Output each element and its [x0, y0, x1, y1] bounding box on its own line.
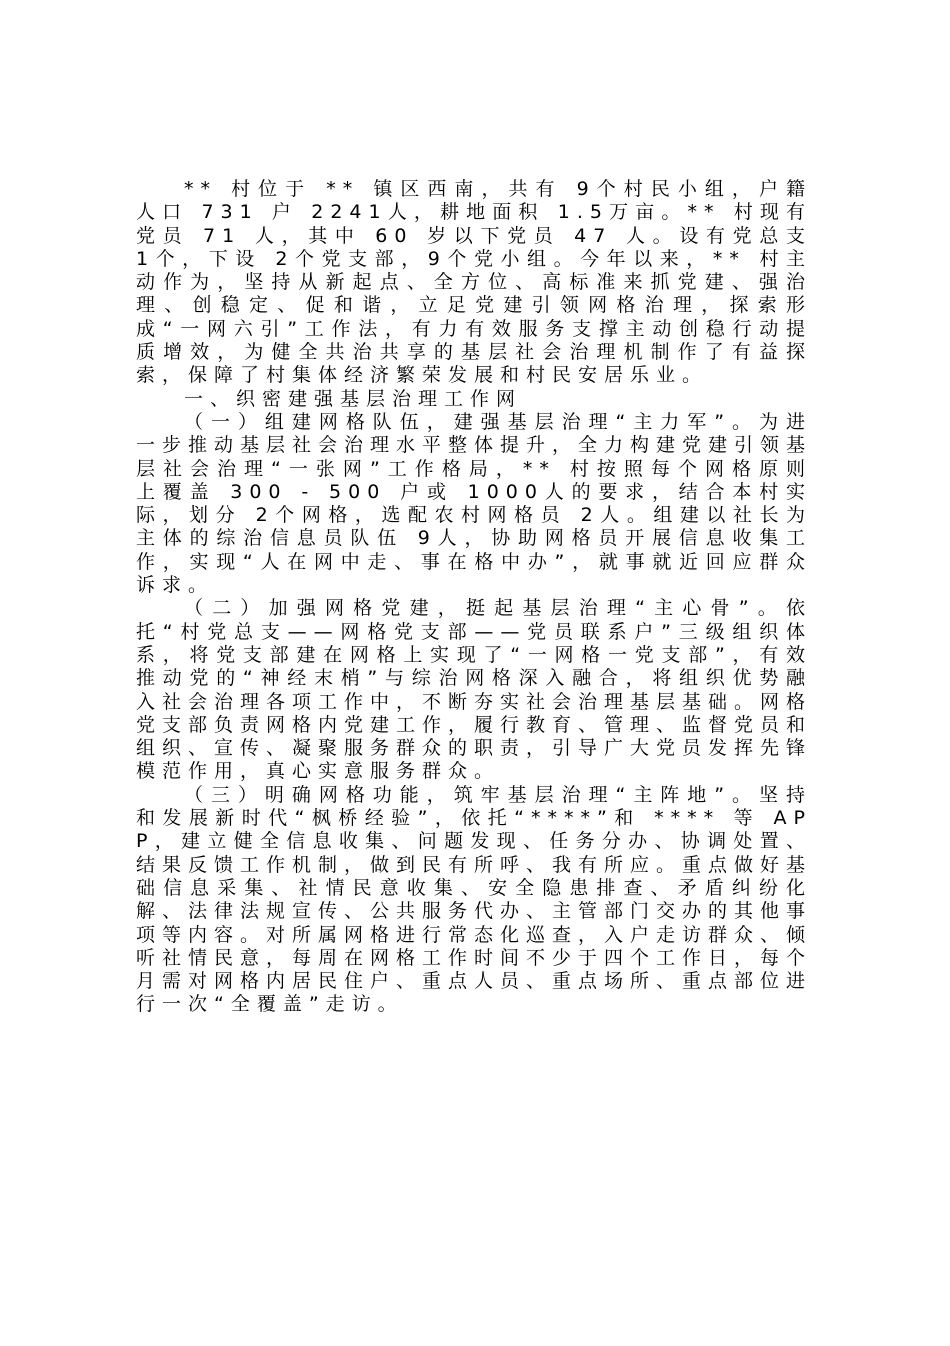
document-body — [136, 178, 812, 1017]
intro-paragraph: ** 村位于 ** 镇区西南，共有 9个村民小组，户籍人口 731 户 2241人，耕地面积 1.5万亩。** 村现有党员 71 人，其中 60 岁以下党员 47 人。设有党总支 1个，下设 2个党支部，9个党小组。今年以来，** 村主动作为，坚持从新起点、全方位、高标准来抓党建、强治理、创稳定、促和谐，立足党建引领网格治理，探索形成“一网六引”工作法，有力有效服务支撑主动创稳行动提质增效，为健全共治共享的基层社会治理机制作了有益探索，保障了村集体经济繁荣发展和村民安居乐业。 — [136, 178, 812, 387]
section-heading: 一、织密建强基层治理工作网 — [184, 387, 523, 410]
paragraph-grid-team: （一）组建网格队伍，建强基层治理“主力军”。为进一步推动基层社会治理水平整体提升，全力构建党建引领基层社会治理“一张网”工作格局，** 村按照每个网格原则上覆盖 300 - 500 户或 1000人的要求，结合本村实际，划分 2个网格，选配农村网格员 2人。组建以社长为主体的综治信息员队伍 9人，协助网格员开展信息收集工作，实现“人在网中走、事在格中办”，就事就近回应群众诉求。 — [136, 410, 813, 597]
paragraph-grid-party: （二）加强网格党建，挺起基层治理“主心骨”。依托“村党总支——网格党支部——党员联系户”三级组织体系，将党支部建在网格上实现了“一网格一党支部”，有效推动党的“神经末梢”与综治网格深入融合，将组织优势融入社会治理各项工作中，不断夯实社会治理基层基础。网格党支部负责网格内党建工作，履行教育、管理、监督党员和组织、宣传、凝聚服务群众的职责，引导广大党员发挥先锋模范作用，真心实意服务群众。 — [136, 597, 813, 783]
paragraph-grid-function: （三）明确网格功能，筑牢基层治理“主阵地”。坚持和发展新时代“枫桥经验”，依托“****”和 **** 等 APP，建立健全信息收集、问题发现、任务分办、协调处置、结果反馈工作机制，做到民有所呼、我有所应。重点做好基础信息采集、社情民意收集、安全隐患排查、矛盾纠纷化解、法律法规宣传、公共服务代办、主管部门交办的其他事项等内容。对所属网格进行常态化巡查，入户走访群众、倾听社情民意，每周在网格工作时间不少于四个工作日，每个月需对网格内居民住户、重点人员、重点场所、重点部位进行一次“全覆盖”走访。 — [136, 783, 813, 1016]
